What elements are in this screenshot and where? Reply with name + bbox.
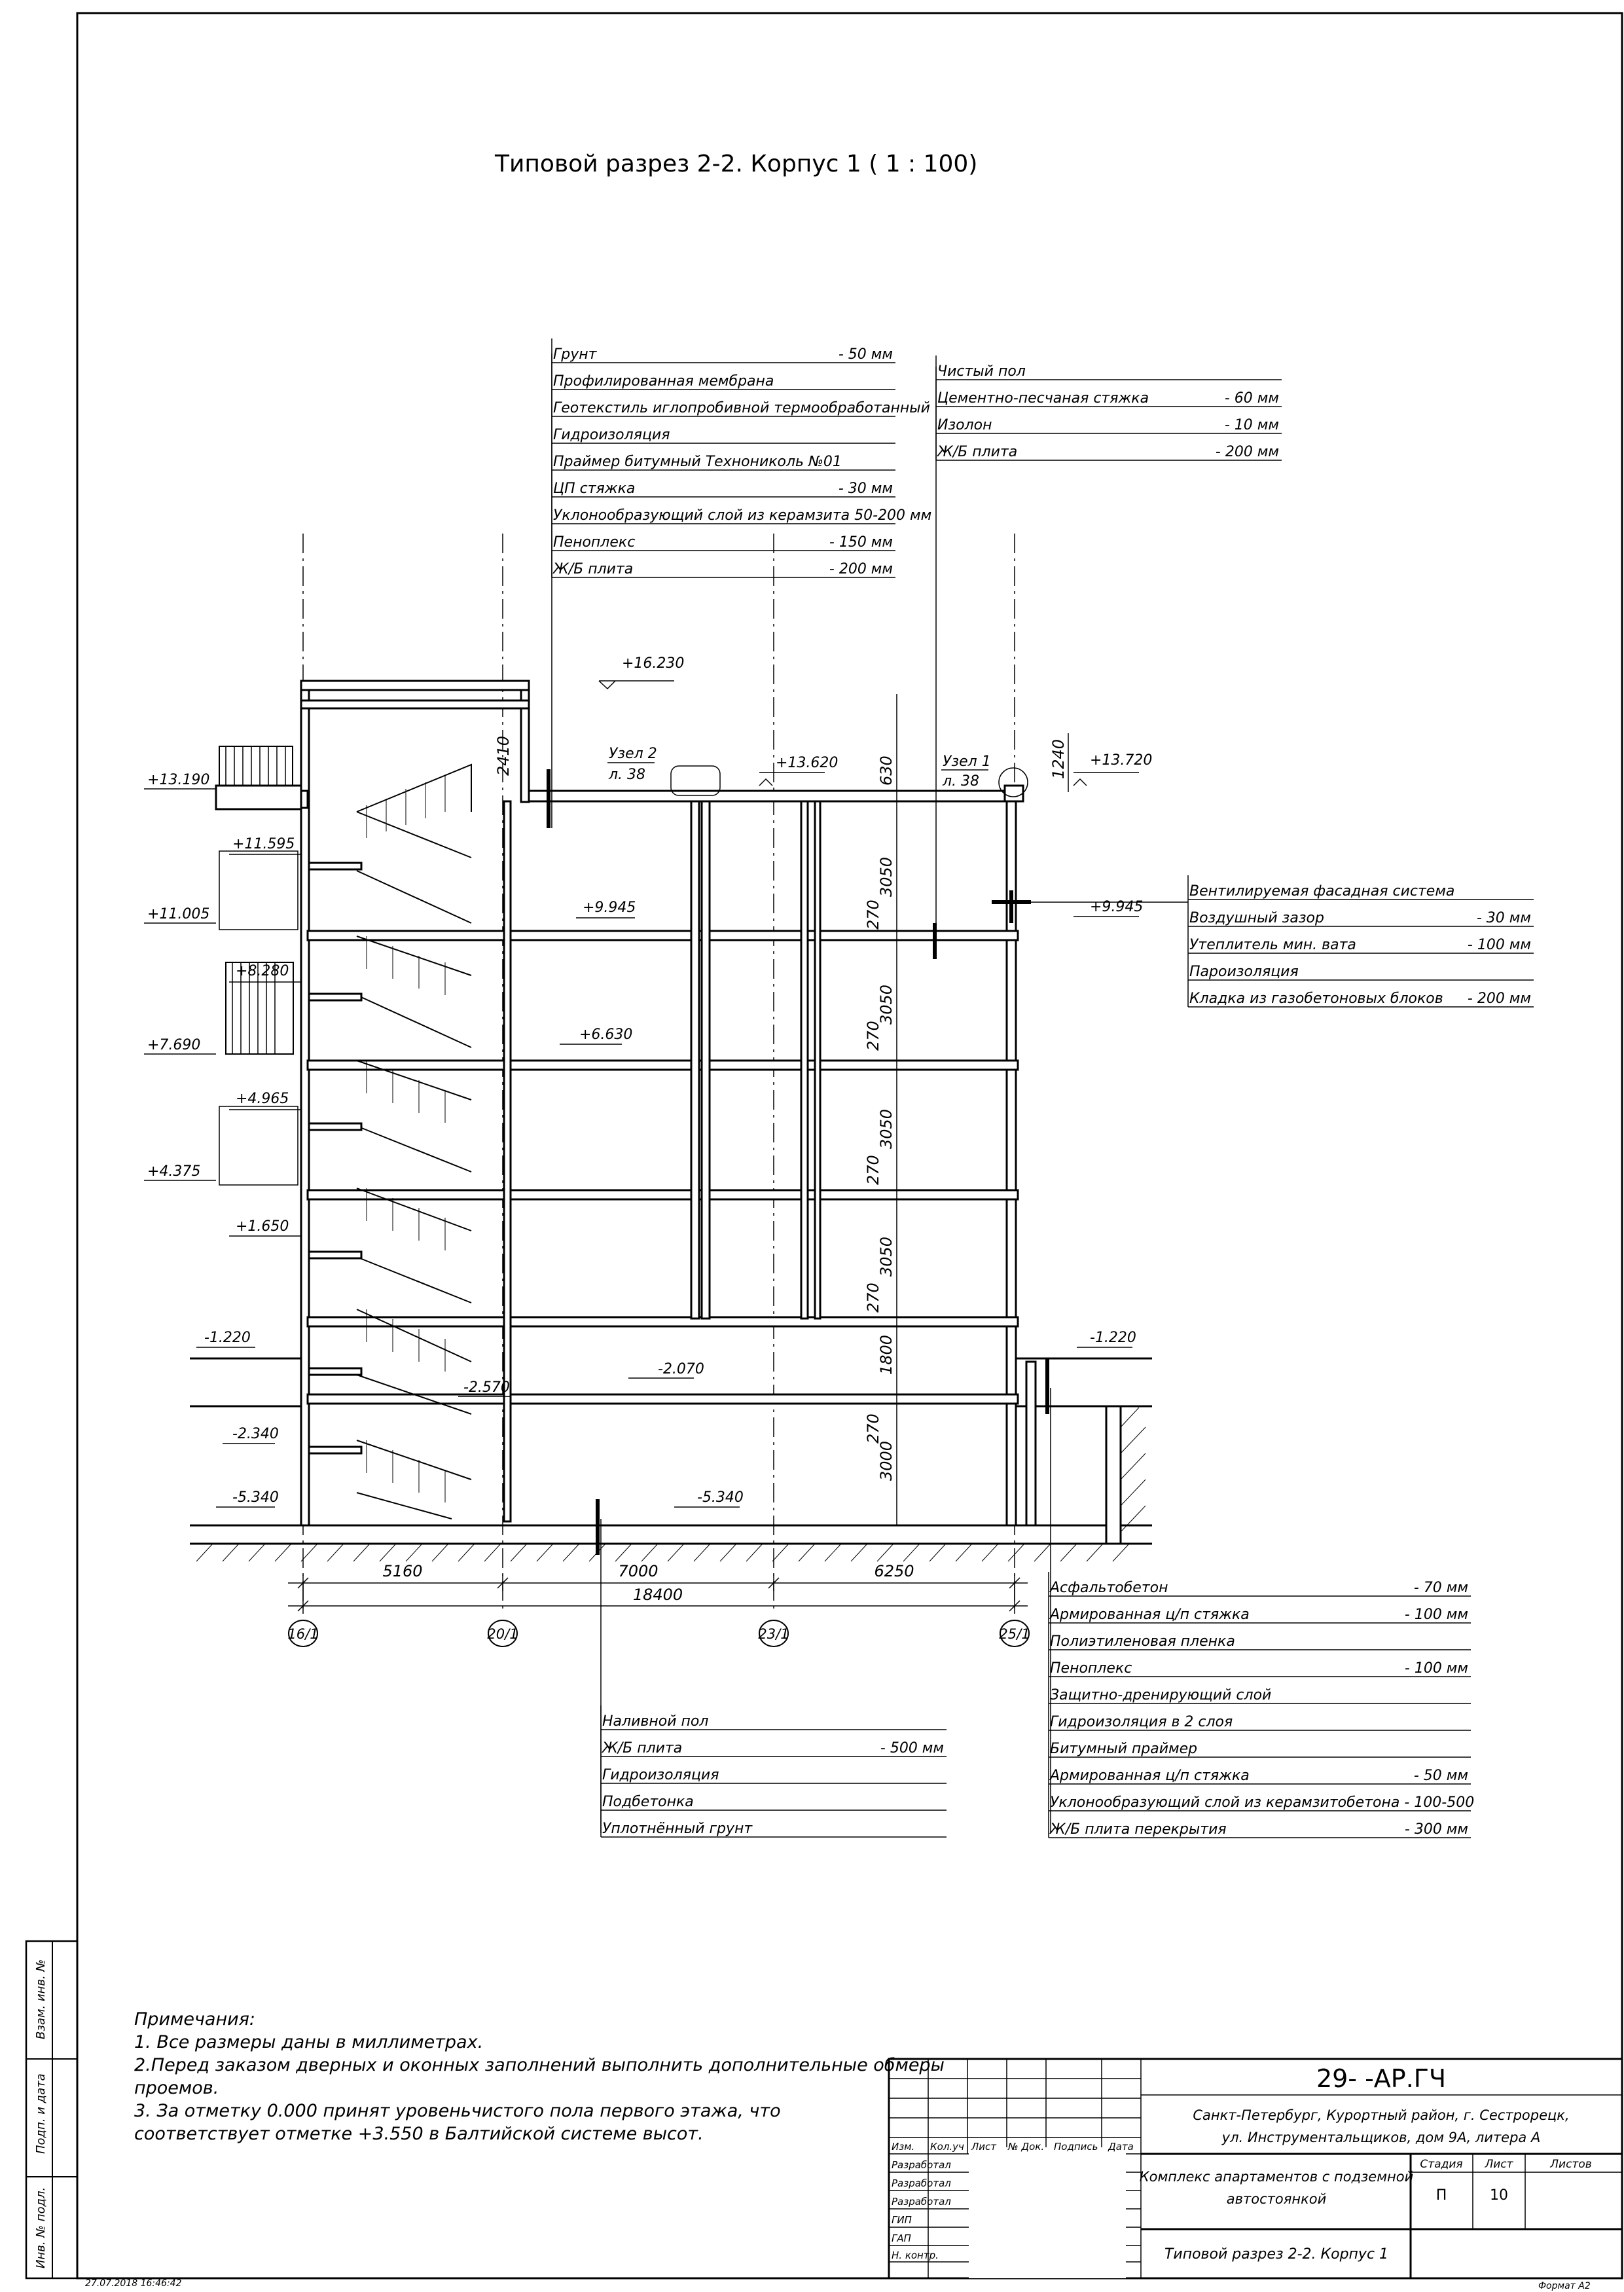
stamp-sheet-label: Лист [1485, 2158, 1513, 2171]
title-block [889, 2059, 1622, 2278]
dim-vertical: 1240 [1049, 738, 1068, 779]
dim-vertical: 3000 [877, 1440, 895, 1481]
level-label: +16.230 [622, 655, 685, 672]
dim-vertical: 630 [877, 755, 895, 786]
layer-thickness: - 300 мм [1404, 1821, 1468, 1838]
level-label: -2.340 [232, 1426, 279, 1442]
layer-name: Ж/Б плита [937, 444, 1018, 460]
axis-bubble [487, 1620, 518, 1646]
building-section [190, 534, 1152, 1610]
layer-name: Грунт [553, 346, 597, 363]
stamp-address: Санкт-Петербург, Курортный район, г. Сестрорецк, [1193, 2107, 1570, 2123]
level-label: +13.190 [147, 772, 210, 788]
svg-text:23/1: 23/1 [758, 1626, 789, 1642]
ground-hatch [196, 1544, 1129, 1561]
layer-name: Гидроизоляция [553, 427, 670, 443]
side-stamp-label: Инв. № подл. [34, 2187, 48, 2268]
stamp-address: ул. Инструментальщиков, дом 9А, литера А [1221, 2130, 1541, 2145]
stamp-col-header: Подпись [1054, 2141, 1098, 2153]
dim-vertical: 2410 [494, 735, 513, 776]
layer-thickness: - 500 мм [880, 1740, 944, 1756]
section-marks [549, 769, 1047, 1555]
dim-vertical: 270 [864, 1155, 882, 1185]
columns [504, 801, 820, 1521]
layer-name: Кладка из газобетоновых блоков [1189, 991, 1443, 1007]
layer-thickness: - 50 мм [838, 346, 893, 363]
stamp-col-header: Изм. [892, 2141, 915, 2153]
dim-horizontal: 5160 [382, 1562, 423, 1580]
layer-name: Армированная ц/п стяжка [1050, 1607, 1250, 1623]
layer-thickness: - 50 мм [1413, 1768, 1468, 1784]
floor-slabs [308, 931, 1018, 1404]
level-label: -5.340 [232, 1489, 279, 1506]
layer-name: Уклонообразующий слой из керамзита 50-200 мм [553, 507, 932, 524]
svg-text:25/1: 25/1 [999, 1626, 1030, 1642]
level-label: -5.340 [697, 1489, 744, 1506]
stamp-stage: П [1435, 2187, 1447, 2204]
layer-name: Ж/Б плита [602, 1740, 683, 1756]
stamp-sheets-label: Листов [1550, 2158, 1592, 2171]
layer-thickness: - 30 мм [838, 481, 893, 497]
layer-name: Защитно-дренирующий слой [1050, 1687, 1272, 1703]
layer-name: Асфальтобетон [1050, 1580, 1168, 1596]
layer-thickness: - 150 мм [829, 534, 893, 551]
level-label: +6.630 [579, 1027, 633, 1043]
stamp-role: Разработал [892, 2196, 951, 2208]
notes-line: 2.Перед заказом дверных и оконных заполнений выполнить дополнительные обмеры [134, 2055, 945, 2075]
stamp-project: Комплекс апартаментов с подземной [1139, 2169, 1414, 2185]
level-label: +4.965 [236, 1091, 289, 1107]
stamp-col-header: Кол.уч [930, 2141, 964, 2153]
stamp-role: ГАП [892, 2232, 911, 2244]
level-label: +11.005 [147, 906, 210, 922]
stamp-role: Разработал [892, 2159, 951, 2171]
stairs [357, 765, 471, 1519]
dim-vertical: 3050 [877, 1236, 895, 1277]
layer-name: Пароизоляция [1189, 964, 1299, 980]
layer-thickness: - 70 мм [1413, 1580, 1468, 1596]
layer-thickness: - 200 мм [1215, 444, 1279, 460]
dim-vertical: 270 [864, 900, 882, 930]
layer-name: Уплотнённый грунт [602, 1821, 753, 1837]
node-sheet: л. 38 [943, 773, 980, 790]
dim-vertical: 3050 [877, 1108, 895, 1149]
layer-name: Гидроизоляция в 2 слоя [1050, 1714, 1233, 1730]
facade-layers-table [1188, 875, 1534, 1007]
level-label: -2.070 [658, 1361, 704, 1377]
axis-bubble [758, 1620, 789, 1646]
notes [134, 2009, 945, 2144]
side-stamp [26, 1941, 77, 2278]
layer-thickness: - 10 мм [1224, 417, 1279, 433]
level-label: +8.280 [236, 963, 289, 979]
axis-bubble [999, 1620, 1030, 1646]
roof-layers-table [552, 338, 931, 577]
stamp-sheet-title: Типовой разрез 2-2. Корпус 1 [1164, 2246, 1389, 2263]
node-name: Узел 2 [609, 746, 657, 762]
svg-text:16/1: 16/1 [287, 1626, 319, 1642]
layer-name: Вентилируемая фасадная система [1189, 883, 1455, 900]
level-label: +13.620 [776, 755, 839, 771]
layer-name: Армированная ц/п стяжка [1050, 1768, 1250, 1784]
level-label: +9.945 [583, 900, 636, 916]
stamp-stage-label: Стадия [1420, 2158, 1463, 2171]
notes-line: 3. За отметку 0.000 принят уровеньчистого пола первого этажа, что [134, 2101, 781, 2121]
stamp-role: Разработал [892, 2177, 951, 2189]
layer-name: Изолон [937, 417, 992, 433]
layer-name: Цементно-песчаная стяжка [937, 390, 1149, 407]
layer-name: Праймер битумный Технониколь №01 [553, 454, 842, 470]
level-label: -1.220 [204, 1330, 251, 1346]
roof-slab [529, 791, 1017, 801]
basement-layers-table [601, 1705, 947, 1837]
level-label: +1.650 [236, 1218, 289, 1235]
print-timestamp: 27.07.2018 16:46:42 [85, 2278, 182, 2289]
stamp-col-header: Дата [1108, 2141, 1134, 2153]
level-label: +7.690 [147, 1037, 201, 1053]
stair-landings [309, 863, 361, 1453]
svg-text:20/1: 20/1 [487, 1626, 518, 1642]
sheet-format: Формат А2 [1538, 2281, 1591, 2291]
level-label: +9.945 [1090, 899, 1144, 915]
stamp-code: 29- -АР.ГЧ [1316, 2064, 1447, 2093]
layer-name: Битумный праймер [1050, 1741, 1198, 1757]
dim-horizontal: 6250 [874, 1562, 914, 1580]
dim-vertical: 270 [864, 1021, 882, 1051]
stamp-col-header: Лист [971, 2141, 997, 2153]
layer-name: Пеноплекс [553, 534, 636, 551]
layer-thickness: - 100 мм [1404, 1660, 1468, 1677]
layer-name: Профилированная мембрана [553, 373, 774, 390]
drawing-title: Типовой разрез 2-2. Корпус 1 ( 1 : 100) [495, 151, 978, 177]
notes-line: 1. Все размеры даны в миллиметрах. [134, 2032, 484, 2052]
floor-layers-table [936, 355, 1282, 460]
layer-thickness: - 100 мм [1404, 1607, 1468, 1623]
side-stamp-label: Взам. инв. № [34, 1959, 48, 2039]
side-stamp-label: Подп. и дата [34, 2073, 48, 2154]
layer-name: Гидроизоляция [602, 1767, 719, 1783]
layer-name: Уклонообразующий слой из керамзитобетона - 100-500 [1050, 1794, 1475, 1811]
dim-horizontal: 18400 [632, 1586, 683, 1604]
dim-vertical: 3050 [877, 984, 895, 1025]
layer-thickness: - 200 мм [1467, 991, 1531, 1007]
layer-name: Чистый пол [937, 363, 1026, 380]
layer-name: Полиэтиленовая пленка [1050, 1633, 1235, 1650]
dim-vertical: 270 [864, 1282, 882, 1313]
layer-name: Утеплитель мин. вата [1189, 937, 1356, 953]
dim-horizontal: 7000 [618, 1562, 659, 1580]
level-label: -2.570 [463, 1379, 510, 1396]
stamp-role: ГИП [892, 2214, 912, 2226]
level-label: -1.220 [1090, 1330, 1136, 1346]
layer-thickness: - 30 мм [1476, 910, 1531, 926]
dim-vertical: 3050 [877, 856, 895, 897]
level-label: +4.375 [147, 1163, 201, 1180]
layer-name: Подбетонка [602, 1794, 694, 1810]
layer-name: Пеноплекс [1050, 1660, 1132, 1677]
level-label: +13.720 [1090, 752, 1153, 769]
layer-name: Наливной пол [602, 1713, 709, 1730]
deck-layers-table [1049, 1572, 1474, 1838]
notes-line: проемов. [134, 2078, 219, 2098]
notes-line: Примечания: [134, 2009, 256, 2029]
layer-name: Ж/Б плита [553, 561, 634, 577]
layer-name: Ж/Б плита перекрытия [1050, 1821, 1227, 1838]
layer-thickness: - 200 мм [829, 561, 893, 577]
stamp-project: автостоянкой [1226, 2191, 1327, 2207]
layer-name: Геотекстиль иглопробивной термообработанный [553, 400, 930, 416]
axis-bubble [287, 1620, 318, 1646]
dim-vertical: 270 [864, 1413, 882, 1444]
node-name: Узел 1 [943, 754, 991, 770]
layer-thickness: - 60 мм [1224, 390, 1279, 407]
stamp-col-header: № Док. [1008, 2141, 1045, 2153]
vertical-dimensions [494, 736, 1068, 1481]
dim-vertical: 1800 [877, 1334, 895, 1375]
axis-bubbles [287, 1620, 1030, 1646]
axis-lines [303, 534, 1015, 1610]
layer-name: Воздушный зазор [1189, 910, 1324, 926]
node-sheet: л. 38 [609, 767, 646, 783]
stamp-sheet-number: 10 [1490, 2187, 1508, 2204]
layer-thickness: - 100 мм [1467, 937, 1531, 953]
stamp-role: Н. контр. [892, 2249, 939, 2261]
notes-line: соответствует отметке +3.550 в Балтийской системе высот. [134, 2124, 704, 2144]
level-label: +11.595 [232, 836, 295, 852]
layer-name: ЦП стяжка [553, 481, 636, 497]
